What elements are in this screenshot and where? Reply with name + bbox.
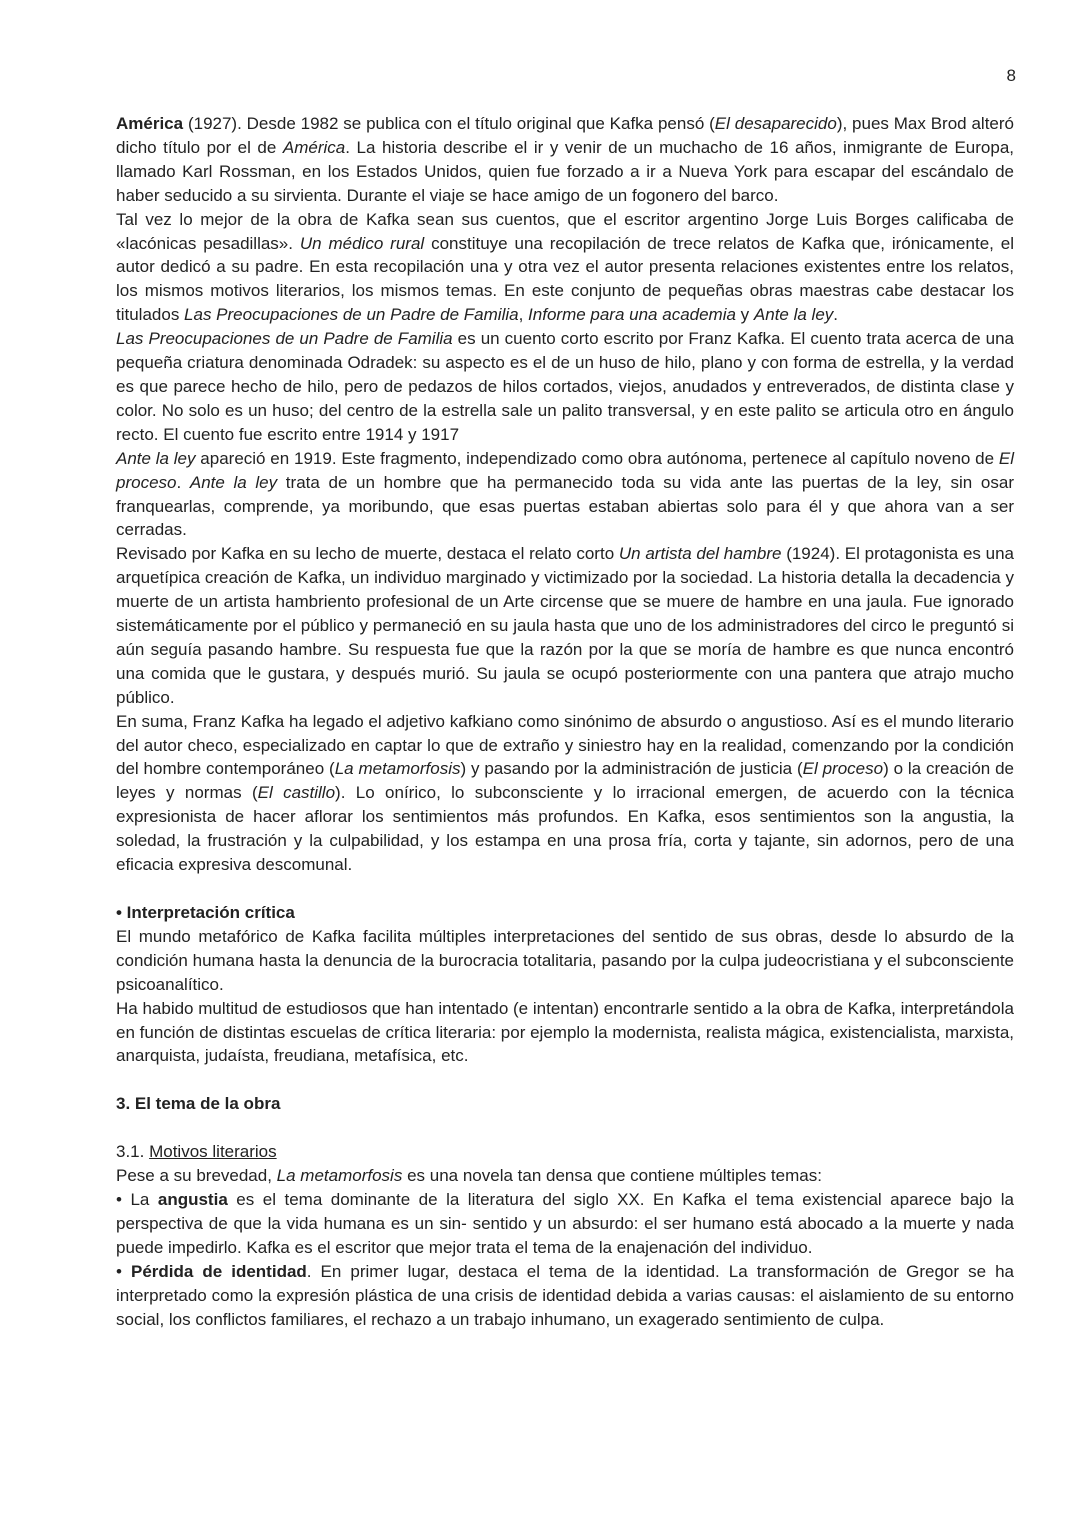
text-span: es el tema dominante de la literatura del siglo XX. En Kafka el tema existencial aparece bajo la perspectiva de que la vida humana es un sin- sentido y un absurdo: el ser humano está abocado a la muerte y nada puede impedirlo. Kafka es el escritor que mejor trata el tema de la enajenación del individuo. (116, 1190, 1014, 1257)
paragraph (116, 901, 1014, 925)
italic-text: América (282, 137, 346, 157)
text-span: constituye una recopilación de trece relatos de Kafka que, irónicamente, el autor dedicó a su padre. En esta recopilación una y otra vez el autor presenta relaciones existentes entre los relatos, los mismos motivos literarios, los mismos temas. En este conjunto de pequeñas obras maestras cabe destacar los titulados (116, 233, 1014, 325)
italic-text: Un artista del hambre (618, 544, 782, 564)
bold-text: • Interpretación crítica (116, 903, 295, 922)
text-span: 3.1. (116, 1142, 150, 1162)
text-span: • La (116, 1190, 158, 1210)
paragraph (116, 327, 1014, 447)
paragraph (116, 997, 1014, 1069)
paragraph (116, 208, 1014, 328)
paragraph (116, 1188, 1014, 1260)
text-span: Tal vez lo mejor de la obra de Kafka sean sus cuentos, que el escritor argentino Jorge Luis Borges calificaba de «lacónicas pesadillas». (116, 209, 1014, 253)
text-span: . (833, 305, 839, 325)
paragraph (116, 925, 1014, 997)
text-span: • (116, 1261, 131, 1281)
bold-text: angustia (157, 1190, 228, 1210)
italic-text: La metamorfosis (334, 759, 461, 779)
text-span: . La historia describe el ir y venir de un muchacho de 16 años, inmigrante de Europa, llamado Karl Rossman, en los Estados Unidos, quien fue forzado a ir a Nueva York para escapar del escándalo de haber seducido a su sirvienta. Durante el viaje se hace amigo de un fogonero del barco. (116, 137, 1014, 205)
text-span: es una novela tan densa que contiene múltiples temas: (402, 1166, 822, 1186)
text-span: ), pues Max Brod alteró dicho título por el de (116, 114, 1014, 157)
paragraph-gap (116, 1068, 1014, 1092)
text-span: Revisado por Kafka en su lecho de muerte, destaca el relato corto (116, 544, 619, 564)
document-body (116, 112, 1014, 1332)
italic-text: El proceso (802, 759, 884, 779)
italic-text: Ante la ley (116, 448, 196, 468)
text-span: ). Lo onírico, lo subconsciente y lo irracional emergen, de acuerdo con la técnica expresionista de hacer aflorar los sentimientos más profundos. En Kafka, esos sentimientos son la angustia, la soledad, la frustración y la culpabilidad, y los estampa en una prosa fría, corta y tajante, sin adornos, pero de una eficacia expresiva descomunal. (116, 783, 1014, 875)
paragraph (116, 112, 1014, 208)
paragraph (116, 1140, 1014, 1164)
text-span: . En primer lugar, destaca el tema de la identidad. La transformación de Gregor se ha interpretado como la expresión plástica de una crisis de identidad debida a varias causas: el aislamiento de su entorno social, los conflictos familiares, el rechazo a un trabajo inhumano, un exagerado sentimiento de culpa. (116, 1261, 1014, 1329)
paragraph (116, 1164, 1014, 1188)
paragraph (116, 1092, 1014, 1116)
bold-text: Pérdida de identidad (130, 1261, 307, 1281)
paragraph (116, 542, 1014, 709)
page-number: 8 (1006, 66, 1016, 85)
text-span: ) o la creación de leyes y normas ( (116, 759, 1014, 803)
italic-text: El castillo (257, 783, 336, 803)
text-span: trata de un hombre que ha permanecido toda su vida ante las puertas de la ley, sin osar franquearlas, comprende, ya moribundo, que esas puertas estaban abiertas solo para él y que ahora van a ser cerradas. (116, 472, 1014, 540)
text-span: El mundo metafórico de Kafka facilita múltiples interpretaciones del sentido de sus obras, desde lo absurdo de la condición humana hasta la denuncia de la burocracia totalitaria, pasando por la culpa judeocristiana y el subconsciente psicoanalítico. (116, 926, 1014, 994)
text-span: Ha habido multitud de estudiosos que han intentado (e intentan) encontrarle sentido a la obra de Kafka, interpretándola en función de distintas escuelas de crítica literaria: por ejemplo la modernista, realista mágica, existencialista, marxista, anarquista, judaísta, freudiana, metafísica, etc. (116, 998, 1014, 1066)
text-span: (1924). El protagonista es una arquetípica creación de Kafka, un individuo marginado y victimizado por la sociedad. La historia detalla la decadencia y muerte de un artista hambriento profesional de un Arte circense que se muere de hambre en una jaula. Fue ignorado sistemáticamente por el público y permaneció en su jaula hasta que uno de los administradores del circo le preguntó si aún seguía pasando hambre. Su respuesta fue que la razón por la que se moría de hambre es que nunca encontró una comida que le gustara, y después murió. Su jaula se ocupó posteriormente con una pantera que atrajo mucho público. (116, 544, 1014, 707)
paragraph-gap (116, 1116, 1014, 1140)
text-span: En suma, Franz Kafka ha legado el adjetivo kafkiano como sinónimo de absurdo o angustioso. Así es el mundo literario del autor checo, especializado en captar lo que de extraño y siniestro hay en la realidad, comenzando por la condición del hombre contemporáneo ( (116, 711, 1014, 779)
text-span: , (518, 305, 529, 325)
bold-text: América (116, 114, 184, 133)
bold-text: 3. El tema de la obra (116, 1094, 281, 1114)
text-span: (1927). Desde 1982 se publica con el título original que Kafka pensó ( (183, 114, 715, 133)
paragraph (116, 447, 1014, 543)
text-span: . (176, 472, 190, 492)
paragraph (116, 710, 1014, 877)
italic-text: Las Preocupaciones de un Padre de Familia (116, 329, 453, 349)
italic-text: Un médico rural (299, 233, 425, 253)
italic-text: El desaparecido (714, 114, 837, 133)
text-span: Pese a su brevedad, (116, 1166, 277, 1186)
paragraph (116, 1260, 1014, 1332)
italic-text: El proceso (116, 448, 1014, 492)
italic-text: La metamorfosis (276, 1166, 403, 1186)
text-span: apareció en 1919. Este fragmento, independizado como obra autónoma, pertenece al capítulo noveno de (195, 448, 999, 468)
italic-text: Las Preocupaciones de un Padre de Familia (184, 305, 519, 325)
underlined-text: Motivos literarios (149, 1142, 277, 1162)
italic-text: Ante la ley (189, 472, 278, 492)
text-span: es un cuento corto escrito por Franz Kafka. El cuento trata acerca de una pequeña criatura denominada Odradek: su aspecto es el de un huso de hilo, plano y con forma de estrella, y la verdad es que parece hecho de hilo, pero de pedazos de hilos cortados, viejos, anudados y entreverados, de distinta clase y color. No solo es un huso; del centro de la estrella sale un palito transversal, y en este palito se articula otro en ángulo recto. El cuento fue escrito entre 1914 y 1917 (116, 329, 1014, 444)
text-span: y (735, 305, 754, 325)
italic-text: Informe para una academia (528, 305, 736, 325)
paragraph-gap (116, 877, 1014, 901)
text-span: ) y pasando por la administración de justicia ( (460, 759, 803, 779)
italic-text: Ante la ley (753, 305, 834, 325)
